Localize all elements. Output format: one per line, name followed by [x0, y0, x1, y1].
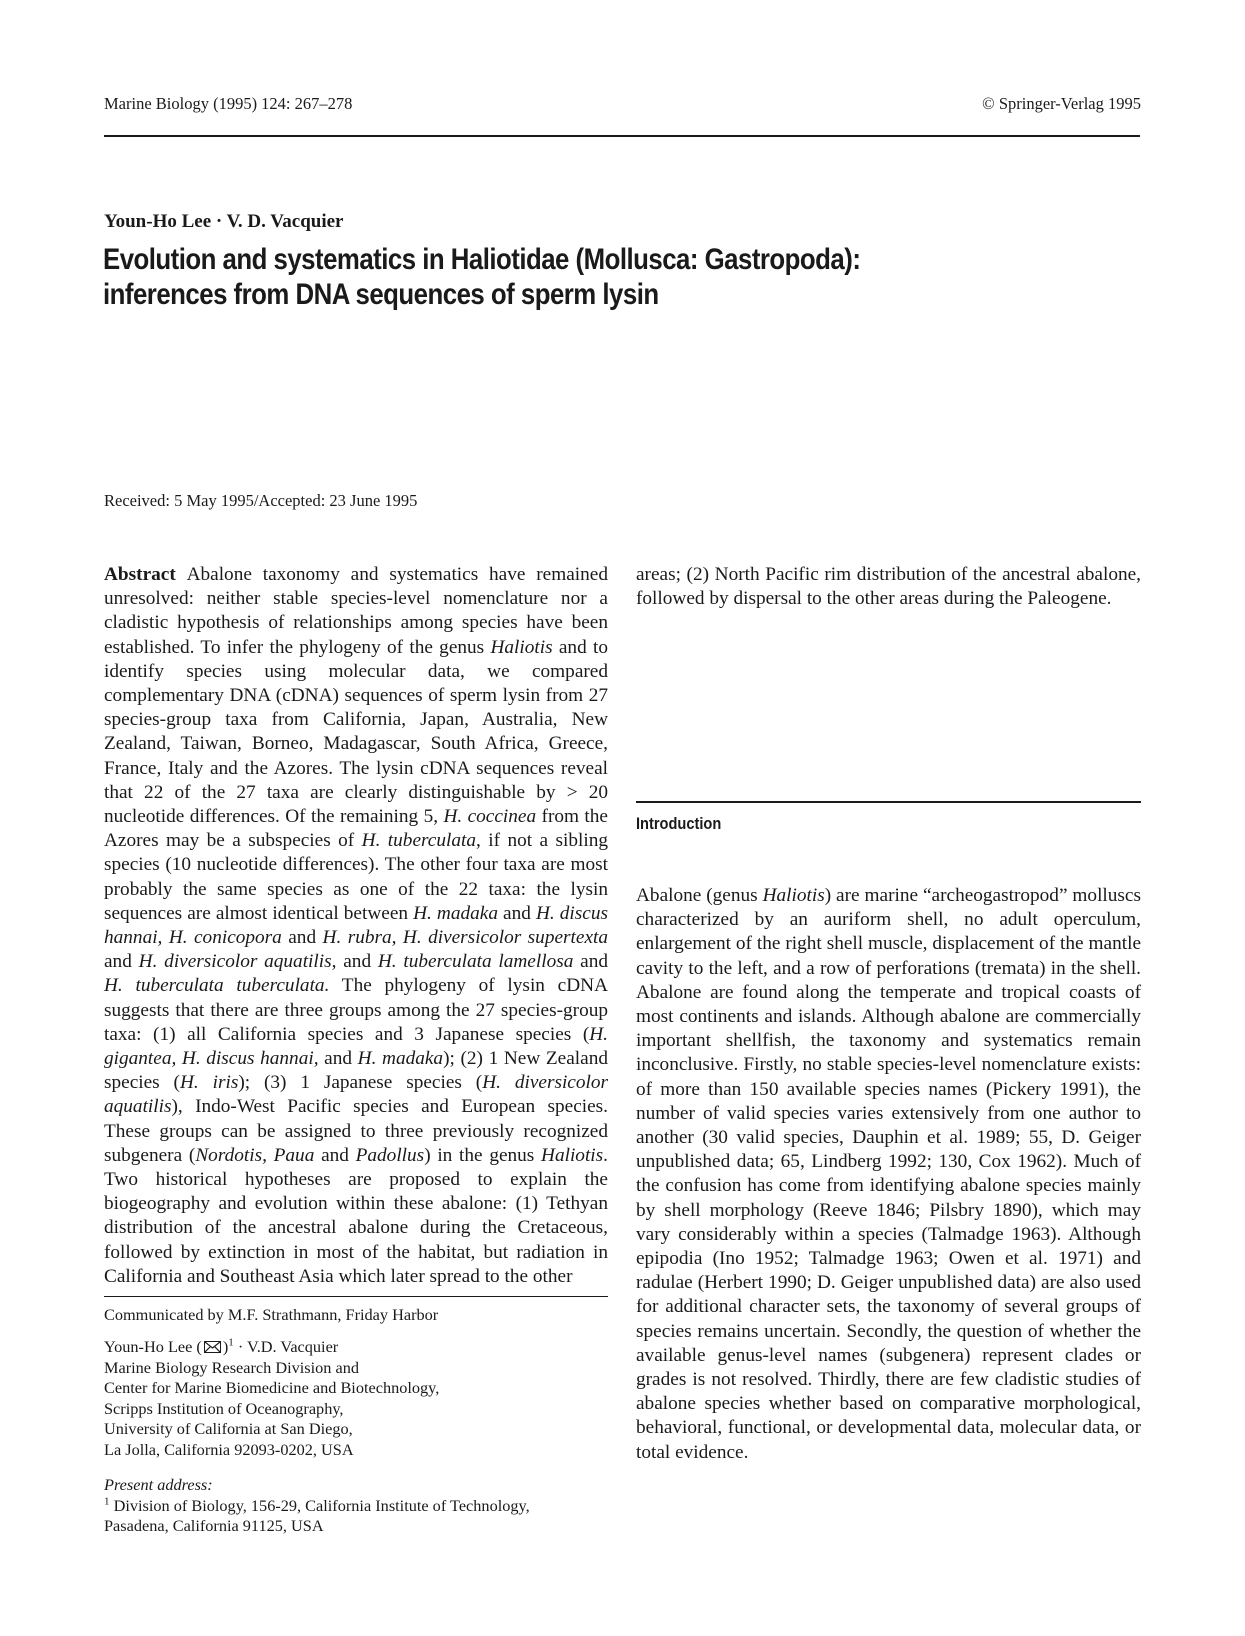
abstract-text: and [281, 927, 323, 949]
genus-name: Haliotis [490, 636, 553, 658]
address-line: Marine Biology Research Division and [104, 1357, 360, 1377]
species-name: H. coccinea [443, 806, 537, 828]
address-line: Scripps Institution of Oceanography, [104, 1398, 344, 1418]
species-name: H. tuberculata [361, 830, 476, 852]
corresponding-author [104, 1337, 614, 1358]
species-name: H. rubra, H. diversicolor supertexta [322, 927, 608, 949]
title-line-1: Evolution and systematics in Haliotidae (Mollusca: Gastropoda): [103, 243, 861, 276]
journal-citation: Marine Biology (1995) 124: 267–278 [104, 94, 353, 113]
species-name: H. discus hannai, H. conicopora [104, 902, 608, 949]
abstract-text: and to identify species using molecular data, we compared complementary DNA (cDNA) sequences of sperm lysin from 27 species-group taxa from California, Japan, Australia, New Zealand, Taiwan, Borneo, Madagascar, South Africa, Greece, France, Italy and the Azores. The lysin cDNA sequences reveal that 22 of the 27 taxa are clearly distinguishable by > 20 nucleotide differences. Of the remaining 5, [104, 636, 608, 828]
species-name: H. tuberculata lamellosa [377, 951, 574, 973]
article-title [103, 242, 997, 312]
author-name: Youn-Ho Lee ( [104, 1337, 202, 1356]
abstract-label: Abstract [104, 564, 176, 585]
abstract-text: from the Azores may be a subspecies of [104, 806, 608, 852]
subgenus-name: Nordotis, Paua [195, 1144, 315, 1166]
abstract-text: and [104, 951, 139, 973]
envelope-icon [204, 1341, 221, 1353]
introduction-text: Abalone (genus [636, 885, 763, 906]
author-name-end: ) [222, 1337, 229, 1356]
received-dates: Received: 5 May 1995/Accepted: 23 June 1995 [104, 491, 418, 510]
species-name: H. iris [179, 1072, 239, 1094]
introduction-paragraph [636, 884, 1141, 1465]
species-name: H. madaka [413, 902, 498, 924]
genus-name: Haliotis [762, 885, 825, 906]
footnote-marker: 1 [228, 1336, 234, 1349]
address-line: Pasadena, California 91125, USA [104, 1516, 324, 1535]
subgenus-name: Padollus [355, 1144, 425, 1166]
abstract-text: , if not a sibling species (10 nucleotide differences). The other four taxa are most probably the same species as one of the 22 taxa: the lysin sequences are almost identical between [104, 830, 608, 924]
genus-name: Haliotis [541, 1144, 604, 1166]
footnote-rule [104, 1296, 608, 1297]
running-head [104, 94, 1141, 118]
introduction-heading: Introduction [636, 814, 722, 833]
communicated-by: Communicated by M.F. Strathmann, Friday Harbor [104, 1305, 439, 1324]
species-name: H. gigantea, H. discus hannai, [104, 1023, 608, 1070]
present-address [104, 1475, 614, 1537]
abstract-text: ) in the genus [424, 1144, 542, 1166]
abstract-text: ); (3) 1 Japanese species ( [238, 1072, 483, 1094]
abstract-text: , and [331, 951, 378, 973]
author-affiliation [104, 1337, 614, 1460]
abstract-continuation [636, 563, 1141, 611]
address-line: University of California at San Diego, [104, 1419, 353, 1438]
address-line: Center for Marine Biomedicine and Biotechnology, [104, 1378, 440, 1397]
address-line: Division of Biology, 156-29, California Institute of Technology, [109, 1495, 530, 1515]
abstract-text: and [497, 902, 536, 924]
abstract-text: ); (2) 1 New Zealand species ( [104, 1048, 608, 1094]
abstract-text: Abalone taxonomy and systematics have remained unresolved: neither stable species-level nomenclature nor a cladistic hypothesis of relationships among species have been established. To infer the phylogeny of the genus [104, 564, 608, 658]
present-address-label: Present address: [104, 1475, 213, 1494]
abstract-text: and [318, 1048, 358, 1070]
abstract-paragraph [104, 563, 608, 1289]
species-name: H. diversicolor aquatilis [104, 1072, 609, 1118]
introduction-body [636, 884, 1141, 1465]
species-name: H. madaka [357, 1048, 444, 1070]
section-rule [636, 801, 1141, 803]
author-name: · V.D. Vacquier [233, 1337, 339, 1356]
abstract-text: ), Indo-West Pacific species and European species. These groups can be assigned to three previously recognized subgenera ( [104, 1096, 608, 1166]
title-line-2: inferences from DNA sequences of sperm lysin [103, 278, 659, 311]
author-line: Youn-Ho Lee · V. D. Vacquier [104, 211, 344, 232]
species-name: H. tuberculata tuberculata. [104, 975, 330, 997]
abstract-text: and [573, 951, 608, 973]
abstract-continuation-text: areas; (2) North Pacific rim distribution of the ancestral abalone, followed by dispersal to the other areas during the Paleogene. [636, 564, 1141, 610]
abstract-column [104, 563, 608, 1289]
abstract-text: The phylogeny of lysin cDNA suggests that there are three groups among the 27 species-group taxa: (1) all California species and 3 Japanese species ( [104, 975, 609, 1045]
species-name: H. diversicolor aquatilis [138, 951, 332, 973]
introduction-text: ) are marine “archeogastropod” molluscs characterized by an auriform shell, no adult operculum, enlargement of the right shell muscle, displacement of the mantle cavity to the left, and a row of perforations (tremata) in the shell. Abalone are found along the temperate and tropical coasts of most continents and islands. Although abalone are commercially important shellfish, the taxonomy and systematics remain inconclusive. Firstly, no stable species-level nomenclature exists: of more than 150 available species names (Pickery 1991), the number of valid species varies extensively from one author to another (30 valid species, Dauphin et al. 1989; 55, D. Geiger unpublished data; 65, Lindberg 1992; 130, Cox 1962). Much of the confusion has come from identifying abalone species mainly by shell morphology (Reeve 1846; Pilsbry 1890), which may vary considerably within a species (Talmadge 1963). Although epipodia (Ino 1952; Talmadge 1963; Owen et al. 1971) and radulae (Herbert 1990; D. Geiger unpublished data) are also used for additional character sets, the taxonomy of several groups of species remains uncertain. Secondly, the question of whether the available genus-level names (subgenera) represent clades or grades is not resolved. Thirdly, there are few cladistic studies of abalone species whether based on comparative morphological, behavioral, functional, or developmental data, molecular data, or total evidence. [636, 885, 1141, 1463]
header-rule [104, 135, 1140, 137]
copyright-notice: © Springer-Verlag 1995 [982, 94, 1141, 113]
address-line: La Jolla, California 92093-0202, USA [104, 1439, 354, 1459]
footnote-marker: 1 [104, 1495, 110, 1508]
abstract-text: . Two historical hypotheses are proposed to explain the biogeography and evolution within these abalone: (1) Tethyan distribution of the ancestral abalone during the Cretaceous, followed by extinction in most of the habitat, but radiation in California and Southeast Asia which later spread to the other [104, 1144, 608, 1287]
abstract-text: and [314, 1144, 356, 1166]
